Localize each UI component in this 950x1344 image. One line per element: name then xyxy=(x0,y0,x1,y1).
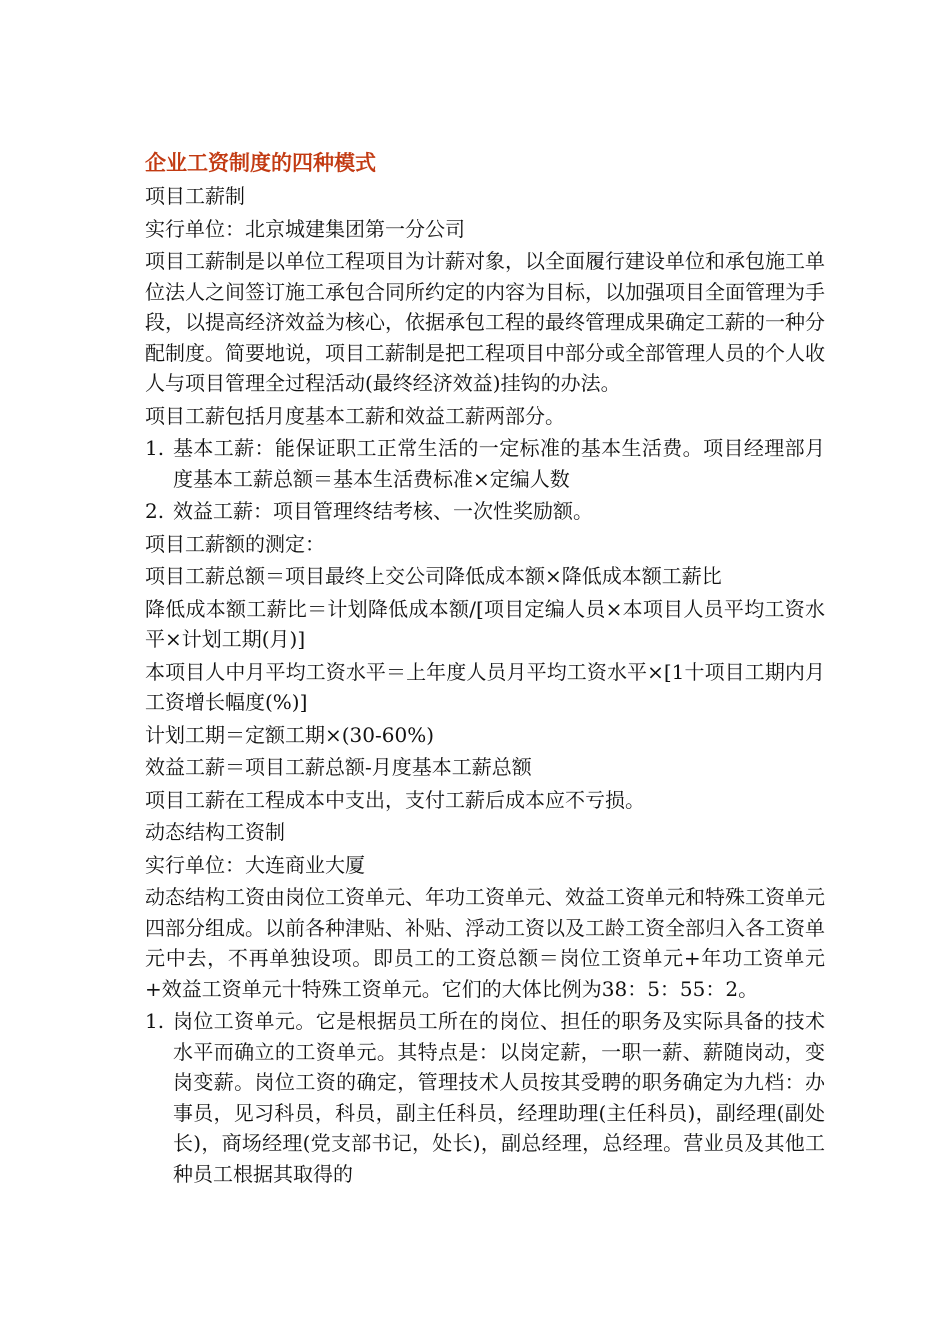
list-text: 基本工薪：能保证职工正常生活的一定标准的基本生活费。项目经理部月度基本工薪总额＝基本生活费标准×定编人数 xyxy=(173,436,825,491)
list-number: 1. xyxy=(145,436,165,460)
formula-line: 项目工薪总额＝项目最终上交公司降低成本额×降低成本额工薪比 xyxy=(145,564,722,588)
paragraph-composition: 项目工薪包括月度基本工薪和效益工薪两部分。 xyxy=(145,403,565,428)
formula-line: 项目工薪在工程成本中支出，支付工薪后成本应不亏损。 xyxy=(145,787,645,812)
list-number: 2. xyxy=(145,499,165,523)
list-item xyxy=(145,1006,825,1189)
measure-heading: 项目工薪额的测定： xyxy=(145,531,325,556)
implementing-unit: 实行单位：大连商业大厦 xyxy=(145,852,365,877)
formula-line: 效益工薪＝项目工薪总额-月度基本工薪总额 xyxy=(145,755,532,779)
document-page xyxy=(145,148,825,1191)
list-text: 效益工薪：项目管理终结考核、一次性奖励额。 xyxy=(173,499,593,523)
document-title: 企业工资制度的四种模式 xyxy=(145,151,376,175)
formula-line: 降低成本额工薪比＝计划降低成本额/[项目定编人员×本项目人员平均工资水平×计划工期(月)] xyxy=(145,596,825,651)
list-item xyxy=(145,433,825,494)
paragraph-intro: 项目工薪制是以单位工程项目为计薪对象，以全面履行建设单位和承包施工单位法人之间签订施工承包合同所约定的内容为目标，以加强项目全面管理为手段，以提高经济效益为核心，依据承包工程的最终管理成果确定工薪的一种分配制度。简要地说，项目工薪制是把工程项目中部分或全部管理人员的个人收人与项目管理全过程活动(最终经济效益)挂钩的办法。 xyxy=(145,249,825,395)
paragraph-intro: 动态结构工资由岗位工资单元、年功工资单元、效益工资单元和特殊工资单元四部分组成。以前各种津贴、补贴、浮动工资以及工龄工资全部归入各工资单元中去，不再单独设项。即员工的工资总额＝岗位工资单元+年功工资单元+效益工资单元十特殊工资单元。它们的大体比例为38：5：55：2。 xyxy=(145,885,825,1001)
formula-line: 计划工期＝定额工期×(30-60%) xyxy=(145,722,435,747)
section-heading-dynamic-wage: 动态结构工资制 xyxy=(145,820,285,844)
list-item xyxy=(145,496,825,527)
formula-line: 本项目人中月平均工资水平＝上年度人员月平均工资水平×[1十项目工期内月工资增长幅度(%)] xyxy=(145,659,825,714)
list-number: 1. xyxy=(145,1009,165,1033)
list-text: 岗位工资单元。它是根据员工所在的岗位、担任的职务及实际具备的技术水平而确立的工资单元。其特点是：以岗定薪，一职一薪、薪随岗动，变岗变薪。岗位工资的确定，管理技术人员按其受聘的职务确定为九档：办事员，见习科员，科员，副主任科员，经理助理(主任科员)，副经理(副处长)，商场经理(党支部书记，处长)，副总经理，总经理。营业员及其他工种员工根据其取得的 xyxy=(173,1009,825,1186)
section-heading-project-pay: 项目工薪制 xyxy=(145,184,245,208)
implementing-unit: 实行单位：北京城建集团第一分公司 xyxy=(145,216,465,241)
